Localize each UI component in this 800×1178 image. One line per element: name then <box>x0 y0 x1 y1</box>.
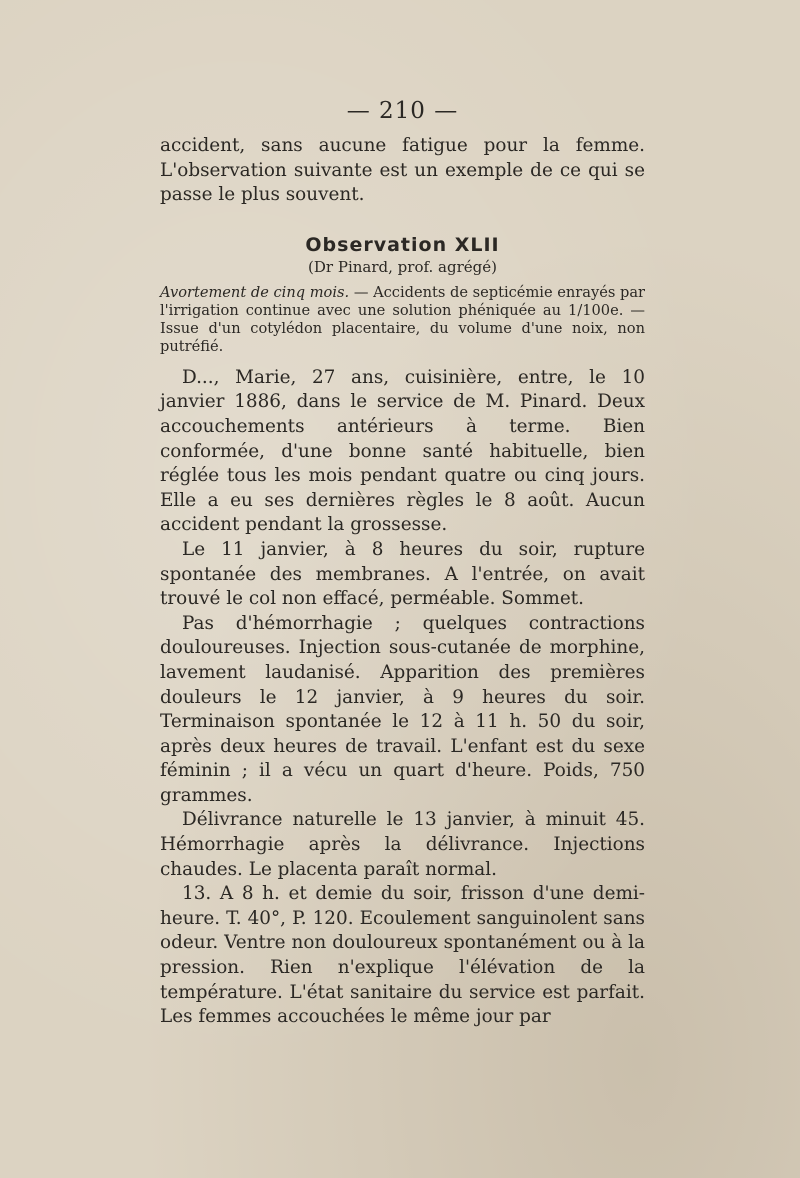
observation-author: (Dr Pinard, prof. agrégé) <box>308 257 497 276</box>
body-paragraph-5: 13. A 8 h. et demie du soir, frisson d'une demi-heure. T. 40°, P. 120. Ecoulement sanguinolent sans odeur. Ventre non douloureux spontanément ou à la pression. Rien n'explique l'élévation de la température. L'état sanitaire du service est parfait. Les femmes accouchées le même jour par <box>160 883 645 1028</box>
body-paragraph-3: Pas d'hémorrhagie ; quelques contractions douloureuses. Injection sous-cutanée de morphine, lavement laudanisé. Apparition des premières douleurs le 12 janvier, à 9 heures du soir. Terminaison spontanée le 12 à 11 h. 50 du soir, après deux heures de travail. L'enfant est du sexe féminin ; il a vécu un quart d'heure. Poids, 750 grammes. <box>160 612 645 806</box>
observation-summary-text: — Accidents de septicémie enrayés par l'irrigation continue avec une solution phéniquée au 1/100e. — Issue d'un cotylédon placentaire, du volume d'une noix, non putréfié. <box>160 283 646 355</box>
observation-summary <box>160 284 645 356</box>
intro-paragraph: accident, sans aucune fatigue pour la femme. L'observation suivante est un exemple de ce qui se passe le plus souvent. <box>160 135 645 206</box>
body-paragraph-4: Délivrance naturelle le 13 janvier, à minuit 45. Hémorrhagie après la délivrance. Injections chaudes. Le placenta paraît normal. <box>160 809 645 880</box>
observation-title: Observation XLII <box>305 233 500 256</box>
body-paragraph-2: Le 11 janvier, à 8 heures du soir, rupture spontanée des membranes. A l'entrée, on avait trouvé le col non effacé, perméable. Sommet. <box>160 538 645 610</box>
page-number: — 210 — <box>346 98 459 124</box>
text-column <box>160 98 645 1030</box>
observation-summary-lead: Avortement de cinq mois. <box>160 283 350 301</box>
body-paragraph-1: D..., Marie, 27 ans, cuisinière, entre, le 10 janvier 1886, dans le service de M. Pinard. Deux accouchements antérieurs à terme. Bien conformée, d'une bonne santé habituelle, bien réglée tous les mois pendant quatre ou cinq jours. Elle a eu ses dernières règles le 8 août. Aucun accident pendant la grossesse. <box>160 366 645 536</box>
